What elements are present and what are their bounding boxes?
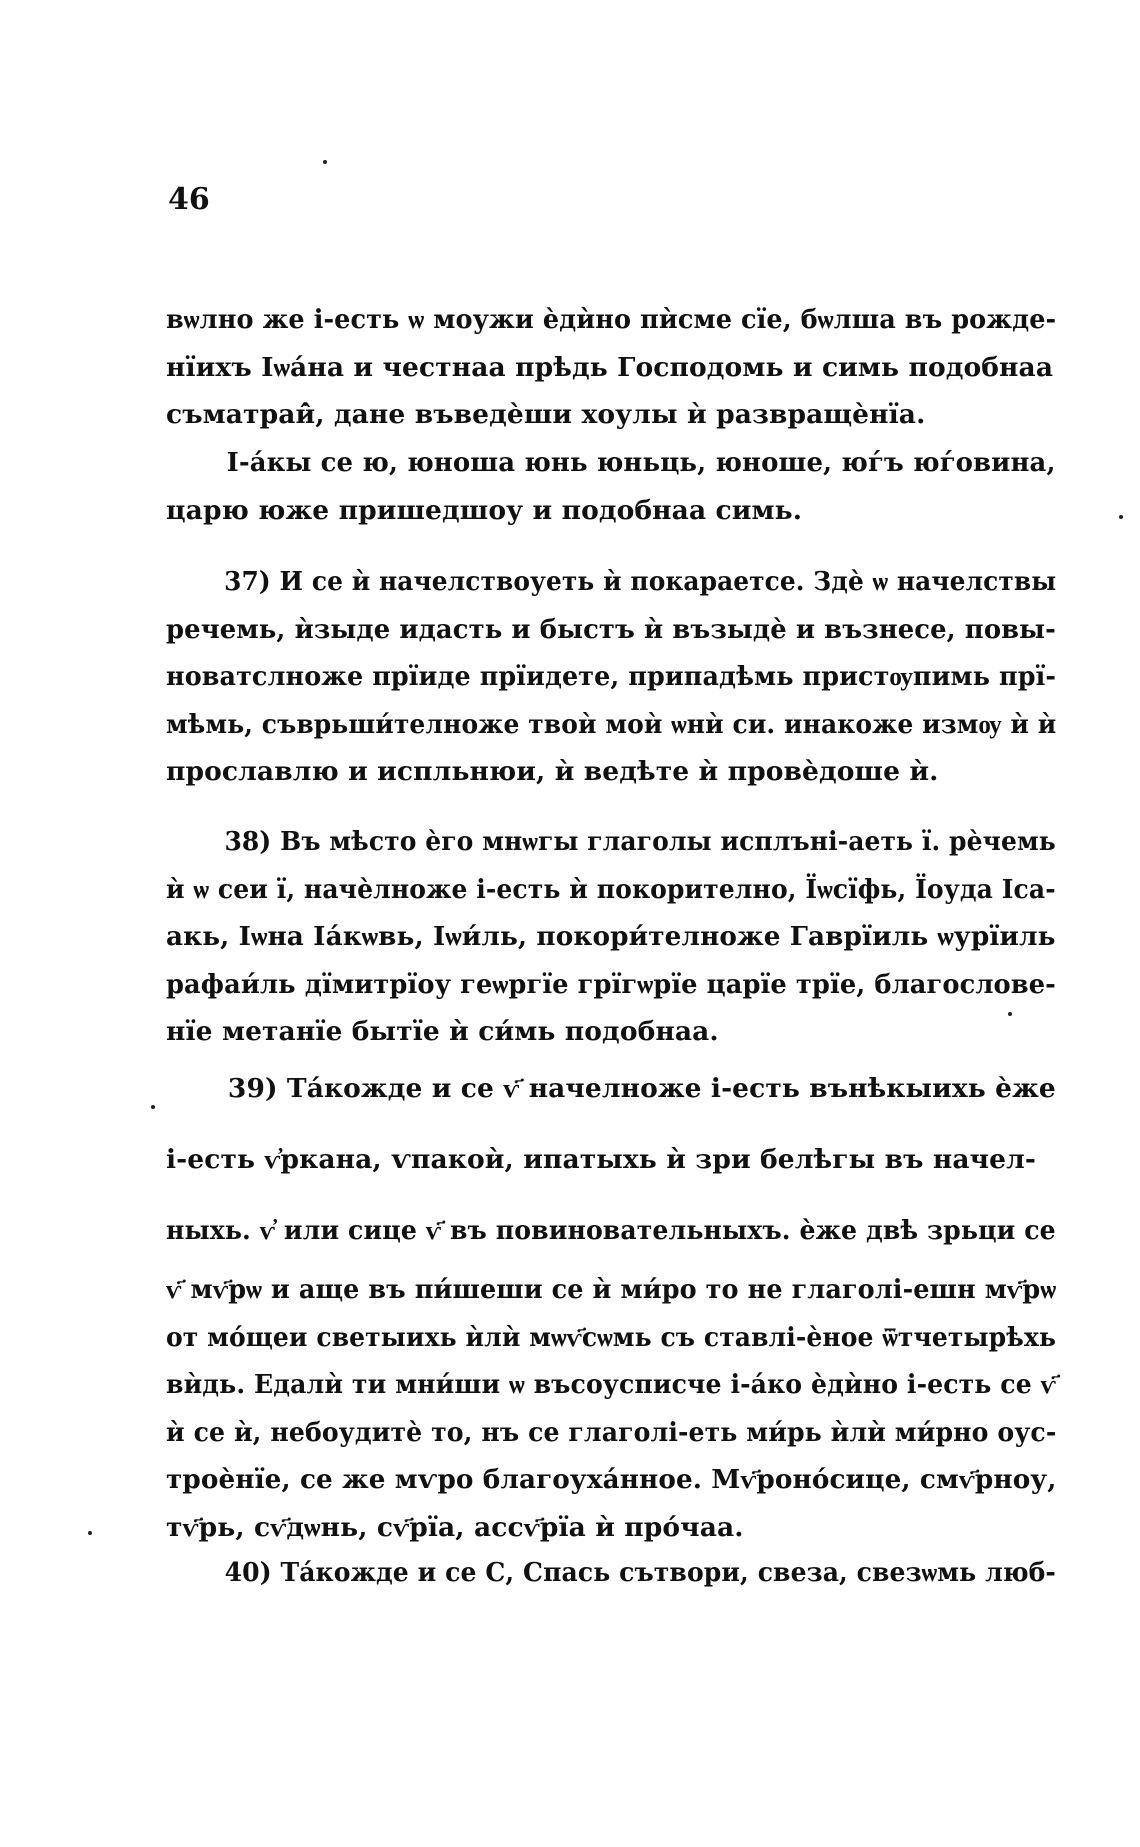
paragraph-40 bbox=[166, 1549, 1056, 1597]
text-line: акь, Іѡна Іа́кѡвь, Іѡи́ль, покори́телноже Гаврїиль ѡурїиль bbox=[166, 921, 1056, 952]
paragraph-2 bbox=[166, 439, 1056, 534]
paragraph-39 bbox=[166, 1053, 1056, 1551]
text-line: от мо́щеи светыихь ѝлѝ мѡѵ҃сѡмь съ ставлі-ѐное ѿтчетырѣхь bbox=[166, 1321, 1057, 1353]
text-line: тѵ҃рь, сѵ҃дѡнь, сѵ҃рїа, ассѵ҃рїа ѝ про́чаа. bbox=[166, 1511, 744, 1543]
text-line: 40) Та́кожде и се С, Спась сътвори, свеза, свезѡмь люб- bbox=[224, 1557, 1056, 1588]
scan-speck bbox=[88, 1531, 92, 1535]
text-line: 39) Та́кожде и се ѵ҃ начелноже і-есть вънѣкыихь ѐже bbox=[227, 1073, 1056, 1104]
paragraph-37 bbox=[166, 558, 1056, 796]
scan-speck bbox=[323, 160, 327, 164]
text-line: царю юже пришедшоу и подобнаа симь. bbox=[166, 494, 803, 526]
text-line: ѝ се ѝ, небоудитѐ то, нъ се глаголі-еть ми́рь ѝлѝ ми́рно оус- bbox=[166, 1416, 1057, 1448]
text-line: 38) Въ мѣсто ѐго мнѡгы глаголы исплъні-аеть ї. рѐчемь bbox=[224, 826, 1056, 857]
text-line: мѣмь, съврьши́телноже твоѝ моѝ ѡнѝ си. инакоже измѹ ѝ ѝ bbox=[166, 708, 1057, 740]
text-line: новатслноже прїиде прїидете, припадѣмь пристѹпимь прї- bbox=[166, 661, 1056, 692]
scan-speck bbox=[1119, 515, 1123, 519]
page-number: 46 bbox=[168, 182, 210, 217]
text-line: речемь, ѝзыде идасть и быстъ ѝ възыдѐ и възнесе, повы- bbox=[166, 613, 1056, 645]
text-line: прославлю и испльнюи, ѝ ведѣте ѝ провѐдоше ѝ. bbox=[166, 756, 939, 787]
text-line: вѡлно же і-есть ѡ моужи ѐдѝно пѝсме сїе, бѡлша въ рожде- bbox=[166, 304, 1057, 335]
text-line: вѝдь. Едалѝ ти мни́ши ѡ въсоусписче і-а́ко ѐдѝно і-есть се ѵ҃ bbox=[166, 1369, 1056, 1400]
paragraph-38 bbox=[166, 818, 1056, 1056]
paragraph-1 bbox=[166, 296, 1056, 439]
text-line: І-а́кы се ю, юноша юнь юньць, юноше, юѓъ юѓовина, bbox=[226, 447, 1056, 478]
text-line: і-есть ѵ҆ркана, ѵпакоѝ, ипатыхь ѝ зри белѣгы въ начел- bbox=[166, 1144, 1036, 1175]
text-line: съматраи̇̂, дане въведѐши хоулы ѝ развращѐнїа. bbox=[166, 399, 926, 430]
text-line: 37) И се ѝ начелствоуеть ѝ покараетсе. Здѐ ѡ начелствы bbox=[224, 566, 1057, 597]
text-line: ѝ ѡ сеи ї, начѐлноже і-есть ѝ покорително, Їѡсїфь, Їоуда Ісa- bbox=[166, 873, 1056, 905]
text-line: нїихъ Іѡа́на и честнаа прѣдь Господомь и симь подобнаа bbox=[166, 351, 1054, 383]
scan-speck bbox=[151, 1105, 155, 1109]
text-line: рафаи́ль дїмитрїоу геѡргїе грїгѡрїе царїе трїе, благослове- bbox=[166, 968, 1056, 1000]
text-line: троѐнїе, се же мѵро благоуха́нное. Мѵ҃роно́сице, смѵ҃рноу, bbox=[166, 1464, 1057, 1495]
text-line: ныхь. ѵ҆ или сице ѵ҃ въ повиновательныхъ. ѐже двѣ зрьци се bbox=[166, 1215, 1056, 1246]
scan-speck bbox=[1008, 1012, 1012, 1016]
text-line: ѵ҃ мѵ҃рѡ и аще въ пи́шеши се ѝ ми́ро то не глаголі-ешн мѵ҃рѡ bbox=[166, 1274, 1057, 1305]
text-line: нїе метанїе бытїе ѝ си́мь подобнаа. bbox=[166, 1016, 719, 1047]
